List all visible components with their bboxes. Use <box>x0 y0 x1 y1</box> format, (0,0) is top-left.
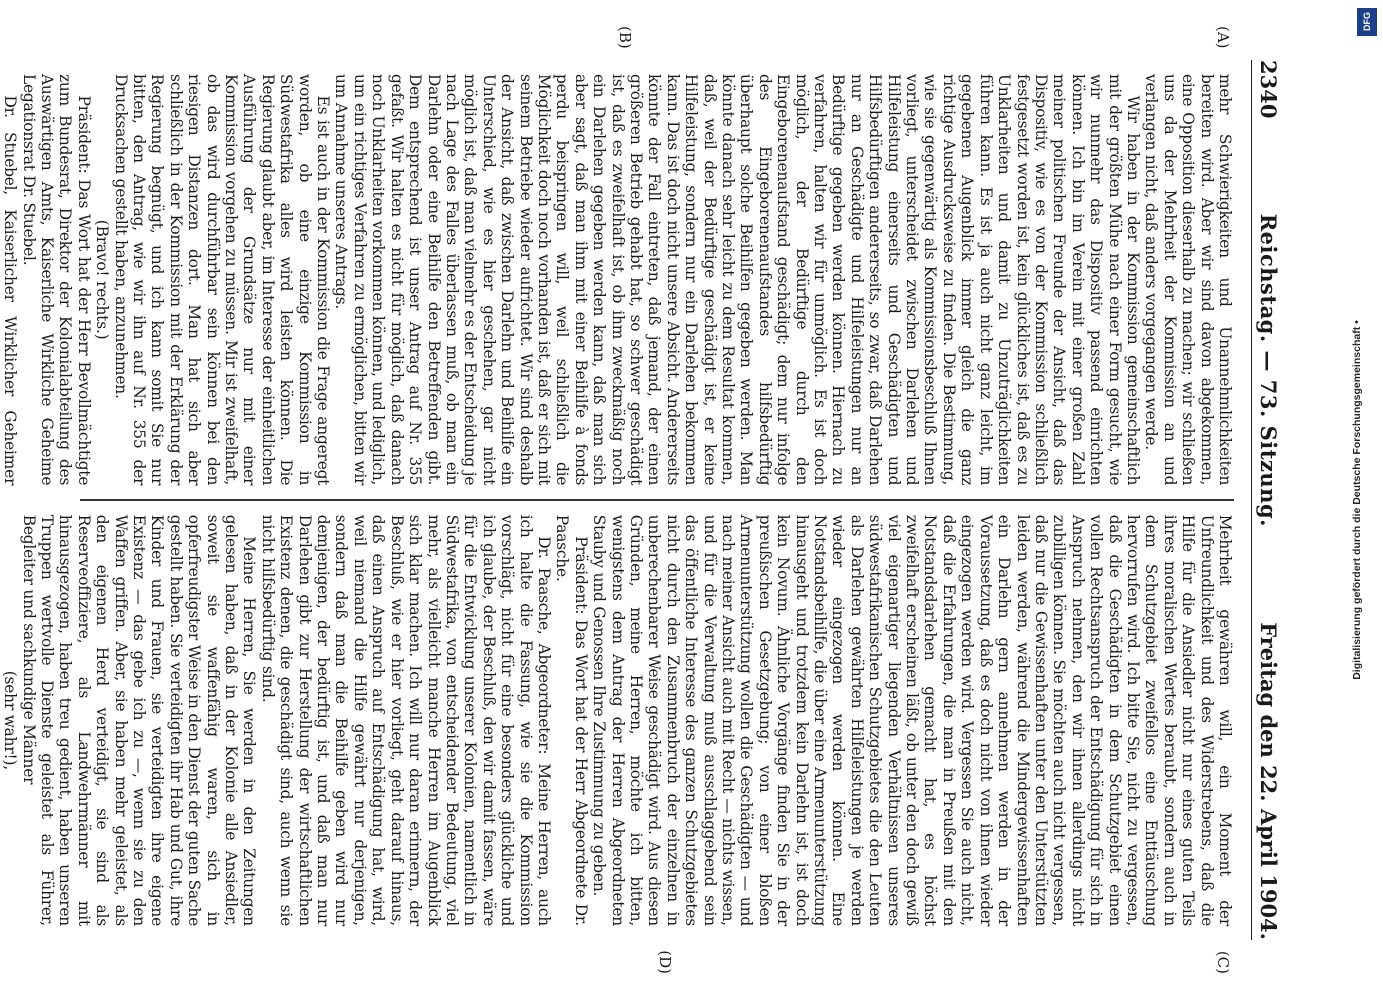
session-date: Freitag den 22. April 1904. <box>1255 622 1281 940</box>
digitization-text: Digitalisierung gefördert durch die Deutsche Forschungsgemeinschaft • <box>1351 320 1364 680</box>
margin-marker-b: (B) <box>615 26 634 49</box>
paragraph: Präsident: Das Wort hat der Herr Abgeordnete Dr. Paasche. <box>552 514 590 926</box>
digitization-notice <box>1344 0 1370 1000</box>
page-number: 2340 <box>1255 60 1281 119</box>
interjection: (Bravo! rechts.) <box>92 219 111 340</box>
paragraph: Wir haben in der Kommission gemeinschaftlich mit der größten Mühe nach einer Form gesucht, wie wir nunmehr das Dispositiv passend einrichten können. Ich bin im Verein mit einer großen Zahl meiner politischen Freunde der Ansicht, daß das Dispositiv, wie es von der Kommission schließlich festgesetzt worden ist, kein glückliches ist, daß es zu Unklarheiten und damit zu Unzuträglichkeiten führen kann. Es ist ja auch nicht ganz leicht, im gegebenen Augenblick immer gleich die ganz richtige Ausdrucksweise zu finden. Die Bestimmung, wie sie gegenwärtig als Kommissionsbeschluß Ihnen vorliegt, unterscheidet zwischen Darlehen und Hilfeleistung einerseits und Geschädigten und Hilfsbedürftigen andererseits, so zwar, daß Darlehen nur an Geschädigte und Hilfeleistungen nur an Bedürftige gegeben werden können. Hiernach zu verfahren, halten wir für unmöglich. Es ist doch möglich, der Bedürftige durch den Eingeborenenaufstand geschädigt; dem nur infolge des Eingeborenenaufstandes hilfsbedürftig überhaupt solche Beihilfen gegeben werden. Man könnte danach sehr leicht zu dem Resultat kommen, daß, weil der Bedürftige geschädigt ist, er keine Hilfeleistung, sondern nur ein Darlehen bekommen kann. Das ist doch nicht unsere Absicht. Andererseits könnte der Fall eintreten, daß jemand, der einen größeren Betrieb gehabt hat, so schwer geschädigt ist, daß es zweifelhaft ist, ob ihm zweckmäßig noch ein Darlehen gegeben werden kann, daß man sich aber sagt, daß man ihm mit einer Beihilfe à fonds perdu beispringen will, weil schließlich die Möglichkeit doch noch vorhanden ist, daß er sich mit seinem Betriebe wieder aufrichtet. Wir sind deshalb der Ansicht, daß zwischen Darlehn und Beihilfe ein Unterschied, wie es hier geschehen, gar nicht möglich ist, daß man vielmehr es der Entscheidung je nach Lage des Falles überlassen muß, ob man ein Darlehn oder eine Beihilfe den Betreffenden gibt. Dem entsprechend ist unser Antrag auf Nr. 355 gefaßt. Wir halten es nicht für möglich, daß danach noch Unklarheiten vorkommen können, und lediglich, um ein richtiges Verfahren zu ermöglichen, bitten wir um Annahme unseres Antrags. <box>332 74 1142 486</box>
text-columns <box>0 26 1234 974</box>
margin-marker-d: (D) <box>655 950 674 974</box>
margin-marker-c: (C) <box>1213 950 1232 974</box>
document-page <box>0 20 1352 980</box>
page-header <box>1251 60 1292 940</box>
dfg-logo: DFG <box>1357 8 1377 36</box>
paragraph: Dr. Stuebel, Kaiserlicher Wirklicher Geheimer <box>0 95 19 486</box>
paragraph: Mehrheit gewähren will, ein Moment der Unfreundlichkeit und des Widerstrebens, daß die Hilfe für die Ansiedler nicht nur eines guten Teils ihres moralischen Wertes beraubt, sondern auch in dem Schutzgebiet zweifellos eine Enttäuschung hervorrufen wird. Ich bitte Sie, nicht zu vergessen, daß die Geschädigten in dem Schutzgebiet einen vollen Rechtsanspruch der Entschädigung für sich in Anspruch nehmen, den wir ihnen allerdings nicht zubilligen können. Sie möchten auch nicht vergessen, daß nur die Gewissenhaften unter den Unterstützten leiden werden, während die Mindergewissenhaften ein Darlehn gern annehmen werden in der Voraussetzung, daß es doch nicht von ihnen wieder eingezogen werden wird. Vergessen Sie auch nicht, daß die Erfahrungen, die man in Preußen mit den Notstandsdarlehen gemacht hat, es höchst zweifelhaft erscheinen läßt, ob unter den doch gewiß viel eigenartiger liegenden Verhältnissen unseres südwestafrikanischen Schutzgebietes die den Leuten als Darlehen gewährten Hilfeleistungen je werden wieder eingezogen werden können. Eine Notstandsbeihilfe, die über eine Armenunterstützung hinausgeht und trotzdem kein Darlehn ist, ist doch kein Novum. Ähnliche Vorgänge finden Sie in der preußischen Gesetzgebung; von einer bloßen Armenunterstützung wollen die Geschädigten — und nach meiner Ansicht auch mit Recht — nichts wissen, und für die Verwaltung muß ausschlaggebend sein das öffentliche Interesse des ganzen Schutzgebietes nicht durch den Zusammenbruch der einzelnen in unberechenbarer Weise geschädigt wird. Aus diesen Gründen, meine Herren, möchte ich bitten, wenigstens dem Antrag der Herren Abgeordneten Stauby und Genossen Ihre Zustimmung zu geben. <box>589 514 1234 926</box>
session-title: Reichstag. — 73. Sitzung. <box>1255 213 1281 527</box>
margin-marker-a: (A) <box>1213 26 1232 49</box>
paragraph: Präsident: Das Wort hat der Herr Bevollmächtigte zum Bundesrat, Direktor der Kolonialabteilung des Auswärtigen Amts, Kaiserliche Wirkliche Geheime Legationsrat Dr. Stuebel. <box>19 74 93 486</box>
paragraph: mehr Schwierigkeiten und Unannehmlichkeiten bereiten wird. Aber wir sind davon abgekommen, eine Opposition dieserhalb zu machen; wir schließen uns da der Mehrheit der Kommission an und verlangen nicht, daß anders vorgegangen werde. <box>1141 74 1234 486</box>
right-column <box>0 501 1234 974</box>
paragraph: Es ist auch in der Kommission die Frage angeregt worden, ob eine einzige Kommission in Südwestafrika alles wird leisten können. Die Regierung glaubt aber, im Interesse der einheitlichen Ausführung der Grundsätze nur mit einer Kommission vorgehen zu müssen. Mir ist zweifelhaft, ob das wird durchführbar sein können bei den riesigen Distanzen dort. Man hat sich aber schließlich in der Kommission mit der Erklärung der Regierung begnügt, und ich kann somit Sie nur bitten, den Antrag, wie wir ihn auf Nr. 355 der Drucksachen gestellt haben, anzunehmen. <box>111 74 332 486</box>
paragraph: Dr. Paasche, Abgeordneter: Meine Herren, auch ich halte die Fassung, wie sie die Kommission vorschlägt, nicht für eine besonders glückliche und ich glaube, der Beschluß, den wir damit fassen, wäre für die Entwicklung unserer Kolonien, namentlich in Südwestafrika, von entscheidender Bedeutung, viel mehr, als vielleicht manche Herren im Augenblick sich klar machen. Ich will nur daran erinnern, der Beschluß, wie er hier vorliegt, geht darauf hinaus, daß einen Anspruch auf Entschädigung hat, wird, weil niemand die Hilfe gewährt nur derjenigen, sondern daß man die Beihilfe geben wird nur demjenigen, der bedürftig ist, und daß man nur Darlehen gibt zur Herstellung der wirtschaftlichen Existenz denen, die geschädigt sind, auch wenn sie nicht hilfsbedürftig sind. <box>258 514 553 926</box>
left-column <box>0 26 1234 499</box>
paragraph: Meine Herren, Sie werden in den Zeitungen gelesen haben, daß in der Kolonie alle Ansiedler, soweit sie waffenfähig waren, sich in opferfreudigster Weise in den Dienst der guten Sache gestellt haben. Sie verteidigten ihr Hab und Gut, ihre Kinder und Frauen, sie verteidigten ihre eigene Existenz — das gebe ich zu —, wenn sie zu den Waffen griffen. Aber, sie haben mehr geleistet, als den eigenen Herd verteidigt, sie sind als Reserveoffiziere, als Landwehrmänner mit hinausgezogen, haben treu gedient, haben unseren Truppen wertvolle Dienste geleistet als Führer, Begleiter und sachkundige Männer <box>19 514 258 926</box>
interjection: (sehr wahr!), <box>0 670 19 771</box>
